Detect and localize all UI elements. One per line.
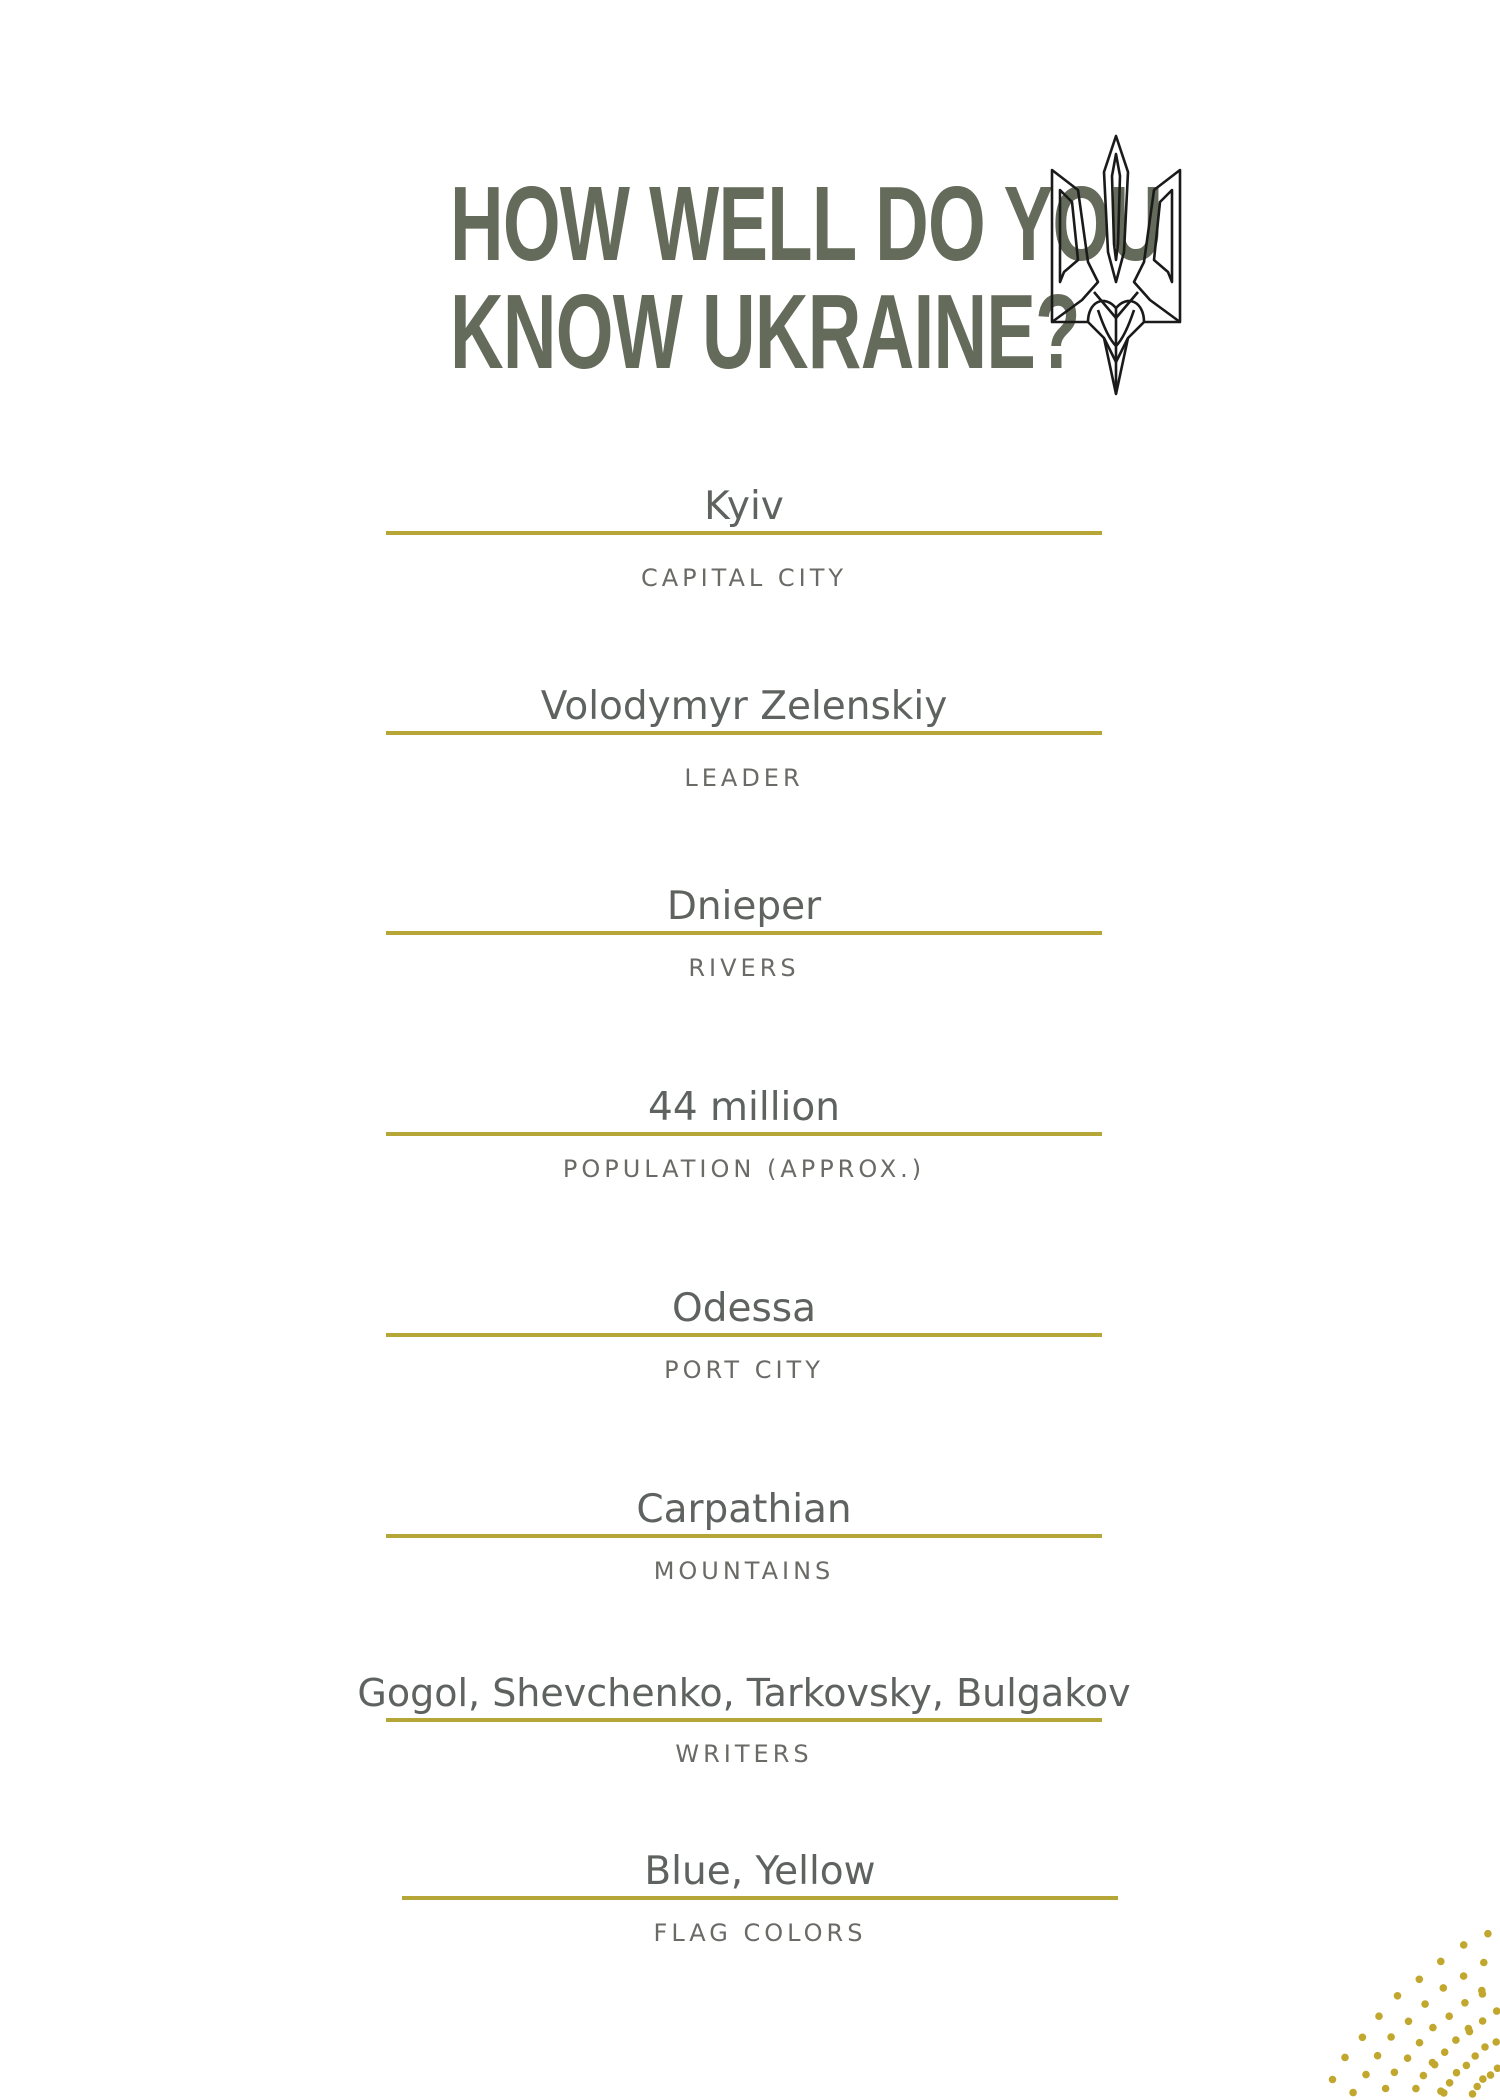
answer-field-writers[interactable] (357, 1670, 1131, 1810)
decorative-dots (1260, 1900, 1500, 2100)
title-line-2: KNOW UKRAINE? (450, 273, 1080, 391)
decorative-dot (1412, 2085, 1420, 2093)
answer-field-population[interactable] (386, 1085, 1102, 1225)
answer-field-rivers[interactable] (386, 884, 1102, 1024)
field-label: MOUNTAINS (653, 1557, 835, 1585)
decorative-dot (1349, 2089, 1357, 2097)
field-value: Volodymyr Zelenskiy (540, 684, 948, 729)
decorative-dot (1494, 2065, 1500, 2073)
field-value: 44 million (648, 1085, 840, 1130)
decorative-dot (1460, 1941, 1468, 1949)
decorative-dot (1479, 2017, 1487, 2025)
decorative-dot (1437, 2087, 1445, 2095)
decorative-dot (1473, 2083, 1481, 2091)
decorative-dot (1493, 2007, 1500, 2015)
field-value: Carpathian (636, 1487, 852, 1532)
answer-field-leader[interactable] (386, 684, 1102, 824)
decorative-dot (1487, 2071, 1495, 2079)
decorative-dot (1416, 1976, 1424, 1984)
decorative-dot (1492, 2038, 1500, 2046)
decorative-dot (1441, 2048, 1449, 2056)
decorative-dot (1404, 2054, 1412, 2062)
decorative-dot (1329, 2076, 1337, 2084)
underline (386, 531, 1102, 535)
page-title (360, 165, 1163, 391)
field-label: CAPITAL CITY (640, 564, 848, 592)
decorative-dot (1460, 1972, 1468, 1980)
decorative-dot (1362, 2071, 1370, 2079)
decorative-dot (1461, 1999, 1469, 2007)
field-value: Kyiv (704, 484, 784, 529)
decorative-dot (1453, 2069, 1461, 2077)
decorative-dot (1429, 2024, 1437, 2032)
decorative-dot (1469, 2090, 1477, 2098)
title-line-1: HOW WELL DO YOU (450, 165, 1163, 283)
decorative-dot (1416, 2039, 1424, 2047)
decorative-dot (1445, 2012, 1453, 2020)
answer-field-port-city[interactable] (386, 1286, 1102, 1426)
decorative-dot (1374, 2052, 1382, 2060)
decorative-dot (1446, 2079, 1454, 2087)
answer-field-flag-colors[interactable] (402, 1849, 1118, 1989)
decorative-dot (1437, 1958, 1445, 1966)
underline (386, 1534, 1102, 1538)
decorative-dot (1463, 2062, 1471, 2070)
field-label: PORT CITY (664, 1356, 824, 1384)
field-label: LEADER (684, 764, 804, 792)
underline (386, 1333, 1102, 1337)
decorative-dot (1478, 1987, 1486, 1995)
decorative-dot (1382, 2085, 1390, 2093)
answer-field-capital[interactable] (386, 484, 1102, 624)
field-label: FLAG COLORS (653, 1919, 867, 1947)
decorative-dot (1481, 2043, 1489, 2051)
field-value: Odessa (672, 1286, 816, 1331)
decorative-dot (1341, 2054, 1349, 2062)
decorative-dot (1359, 2034, 1367, 2042)
underline (386, 931, 1102, 935)
trident-icon (1048, 132, 1184, 396)
field-label: WRITERS (675, 1740, 813, 1768)
decorative-dot (1480, 1959, 1488, 1967)
decorative-dot (1375, 2012, 1383, 2020)
decorative-dot (1452, 2036, 1460, 2044)
decorative-dot (1387, 2033, 1395, 2041)
underline (386, 1132, 1102, 1136)
field-label: RIVERS (688, 954, 800, 982)
decorative-dot (1471, 2052, 1479, 2060)
field-label: POPULATION (APPROX.) (562, 1155, 926, 1183)
decorative-dot (1429, 2059, 1437, 2067)
underline (386, 731, 1102, 735)
underline (386, 1718, 1102, 1722)
field-value: Blue, Yellow (644, 1849, 876, 1894)
field-value: Gogol, Shevchenko, Tarkovsky, Bulgakov (357, 1671, 1131, 1715)
underline (402, 1896, 1118, 1900)
decorative-dot (1440, 1984, 1448, 1992)
decorative-dot (1465, 2025, 1473, 2033)
answer-field-mountains[interactable] (386, 1487, 1102, 1627)
decorative-dot (1421, 2000, 1429, 2008)
decorative-dot (1420, 2072, 1428, 2080)
decorative-dot (1479, 2075, 1487, 2083)
decorative-dot (1394, 1992, 1402, 2000)
decorative-dot (1391, 2069, 1399, 2077)
decorative-dot (1484, 1930, 1492, 1938)
decorative-dot (1405, 2018, 1413, 2026)
field-value: Dnieper (666, 884, 822, 929)
